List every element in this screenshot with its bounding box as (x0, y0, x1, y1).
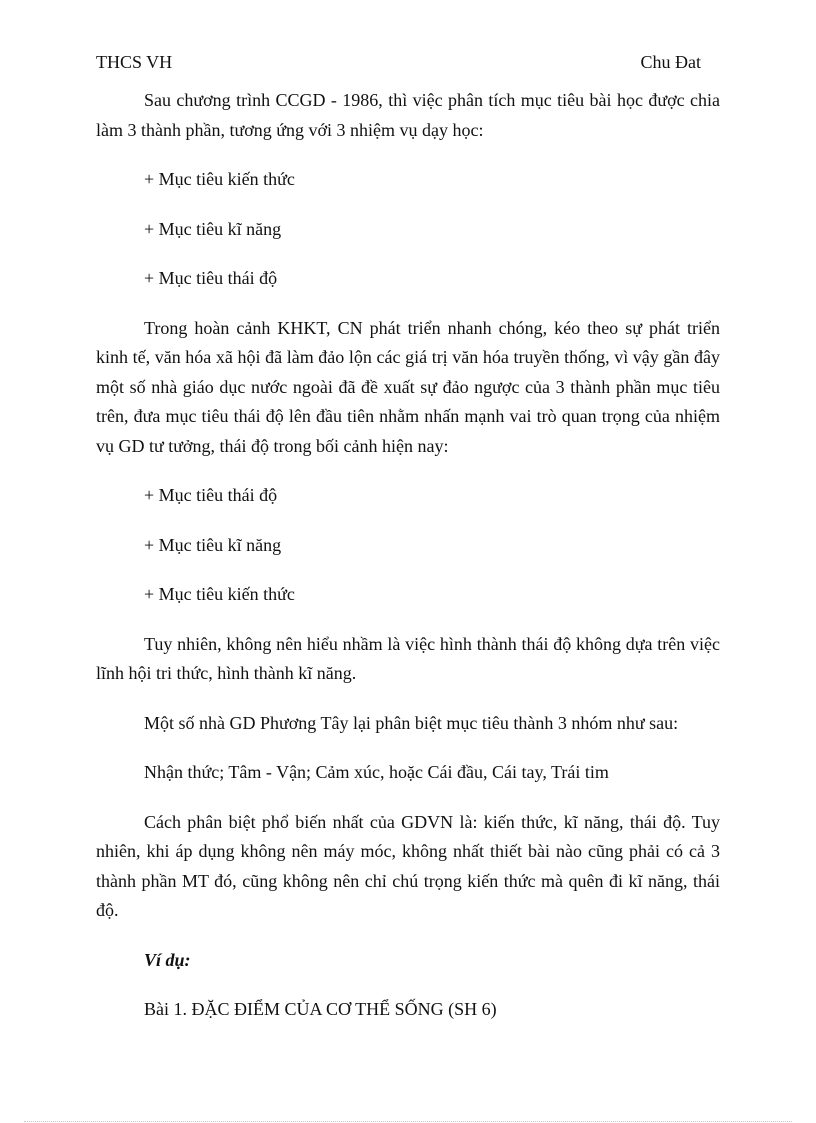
paragraph-western-view: Một số nhà GD Phương Tây lại phân biệt mục tiêu thành 3 nhóm như sau: (144, 712, 679, 733)
paragraph-caution: Tuy nhiên, không nên hiểu nhầm là việc hình thành thái độ không dựa trên việc lĩnh hội tri thức, hình thành kĩ năng. (96, 633, 720, 683)
list-item: + Mục tiêu thái độ (144, 268, 278, 288)
header-school: THCS VH (96, 52, 173, 72)
paragraph-context: Trong hoàn cảnh KHKT, CN phát triển nhanh chóng, kéo theo sự phát triển kinh tế, văn hóa xã hội đã làm đảo lộn các giá trị văn hóa truyền thống, vì vậy gần đây một số nhà giáo dục nước ngoài đã đề xuất sự đảo ngược của 3 thành phần mục tiêu trên, đưa mục tiêu thái độ lên đầu tiên nhằm nhấn mạnh vai trò quan trọng của nhiệm vụ GD tư tưởng, thái độ trong bối cảnh hiện nay: (96, 317, 720, 456)
list-item: + Mục tiêu kiến thức (144, 584, 295, 604)
header-author: Chu Đat (640, 52, 701, 72)
paragraph-groups: Nhận thức; Tâm - Vận; Cảm xúc, hoặc Cái đầu, Cái tay, Trái tim (144, 762, 609, 782)
page-header (96, 52, 701, 76)
document-body (96, 86, 720, 1025)
paragraph-gdvn: Cách phân biệt phổ biến nhất của GDVN là: kiến thức, kĩ năng, thái độ. Tuy nhiên, khi áp dụng không nên máy móc, không nhất thiết bài nào cũng phải có cả 3 thành phần MT đó, cũng không nên chỉ chú trọng kiến thức mà quên đi kĩ năng, thái độ. (96, 811, 720, 920)
page-bottom-divider (24, 1121, 792, 1122)
list-item: + Mục tiêu kĩ năng (144, 534, 282, 555)
paragraph-intro: Sau chương trình CCGD - 1986, thì việc phân tích mục tiêu bài học được chia làm 3 thành phần, tương ứng với 3 nhiệm vụ dạy học: (96, 90, 720, 140)
example-label: Ví dụ: (144, 949, 191, 970)
list-item: + Mục tiêu kiến thức (144, 169, 295, 189)
lesson-title: Bài 1. ĐẶC ĐIỂM CỦA CƠ THỂ SỐNG (SH 6) (144, 999, 497, 1019)
list-item: + Mục tiêu kĩ năng (144, 218, 282, 239)
list-item: + Mục tiêu thái độ (144, 485, 278, 505)
